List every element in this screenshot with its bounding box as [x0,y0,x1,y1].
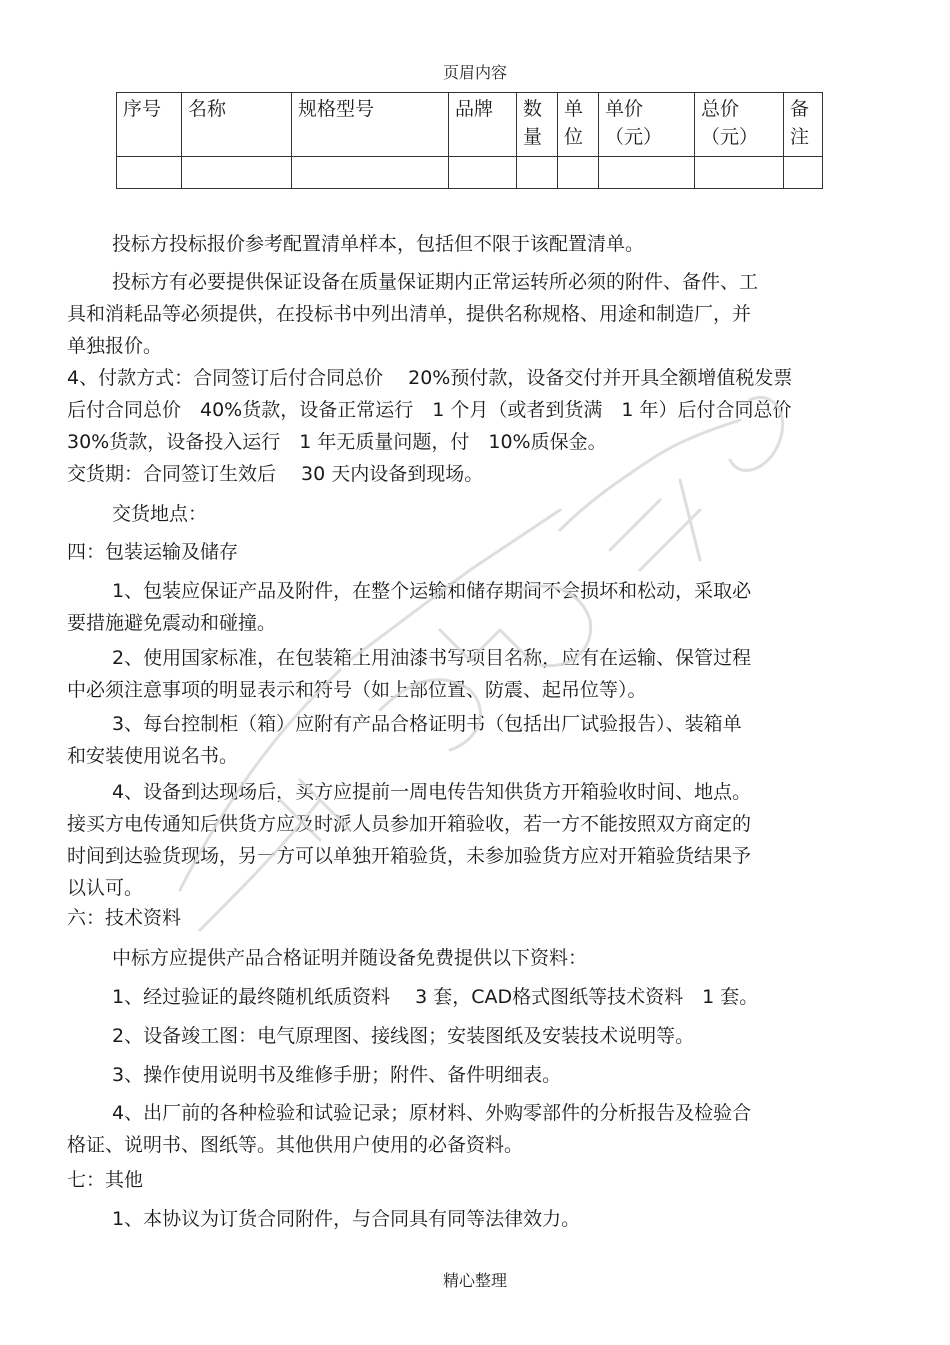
table-cell [517,157,558,189]
paragraph-tech-docs-2: 2、设备竣工图：电气原理图、接线图；安装图纸及安装技术说明等。 [112,1025,695,1047]
col-header-unit-price: 单价 （元） [599,93,695,157]
section-heading-other: 七：其他 [67,1169,144,1191]
paragraph-other-1: 1、本协议为订货合同附件，与合同具有同等法律效力。 [112,1208,581,1230]
paragraph-tech-docs-3: 3、操作使用说明书及维修手册；附件、备件明细表。 [112,1064,562,1086]
col-header-spec: 规格型号 [292,93,449,157]
paragraph-packaging-1: 1、包装应保证产品及附件，在整个运输和储存期间不会损坏和松动，采取必 要措施避免震动和碰撞。 [67,580,752,634]
table-cell [449,157,517,189]
section-heading-packaging: 四：包装运输及储存 [67,541,239,563]
paragraph-tech-docs-4: 4、出厂前的各种检验和试验记录；原材料、外购零部件的分析报告及检验合 格证、说明书、图纸等。其他供用户使用的必备资料。 [67,1102,752,1156]
table-header-row [117,93,823,157]
table-cell [117,157,182,189]
table-cell [182,157,292,189]
table-cell [558,157,599,189]
paragraph-bid-config: 投标方投标报价参考配置清单样本，包括但不限于该配置清单。 [112,233,645,255]
paragraph-tech-docs-1: 1、经过验证的最终随机纸质资料 3 套，CAD格式图纸等技术资料 1 套。 [112,986,759,1008]
paragraph-delivery-location: 交货地点： [112,503,208,525]
page-footer: 精心整理 [442,1271,507,1290]
col-header-unit: 单 位 [558,93,599,157]
paragraph-packaging-3: 3、每台控制柜（箱）应附有产品合格证明书（包括出厂试验报告）、装箱单 和安装使用说名书。 [67,713,742,767]
col-header-index: 序号 [117,93,182,157]
section-heading-technical-docs: 六：技术资料 [67,907,182,929]
col-header-name: 名称 [182,93,292,157]
paragraph-delivery-period: 交货期：合同签订生效后 30 天内设备到现场。 [67,463,484,485]
paragraph-packaging-4: 4、设备到达现场后，买方应提前一周电传告知供货方开箱验收时间、地点。 接买方电传通知后供货方应及时派人员参加开箱验收，若一方不能按照双方商定的 时间到达验货现场，另一方可以单独开箱验货，未参加验货方应对开箱验货结果予 以认可。 [67,781,752,899]
paragraph-tech-docs-intro: 中标方应提供产品合格证明并随设备免费提供以下资料： [112,947,588,969]
config-table [116,92,823,189]
paragraph-packaging-2: 2、使用国家标准，在包装箱上用油漆书写项目名称，应有在运输、保管过程 中必须注意事项的明显表示和符号（如上部位置、防震、起吊位等）。 [67,647,752,701]
table-cell [599,157,695,189]
table-cell [292,157,449,189]
col-header-remark: 备 注 [784,93,823,157]
table-cell [695,157,784,189]
paragraph-payment-terms: 4、付款方式：合同签订后付合同总价 20%预付款，设备交付并开具全额增值税发票 后付合同总价 40%货款，设备正常运行 1 个月（或者到货满 1 年）后付合同总价 30%货款，设备投入运行 1 年无质量问题，付 10%质保金。 [67,367,793,453]
col-header-total-price: 总价 （元） [695,93,784,157]
table-cell [784,157,823,189]
page-header: 页眉内容 [442,63,507,82]
col-header-qty: 数 量 [517,93,558,157]
table-row [117,157,823,189]
paragraph-accessories: 投标方有必要提供保证设备在质量保证期内正常运转所必须的附件、备件、工 具和消耗品等必须提供，在投标书中列出清单，提供名称规格、用途和制造厂，并 单独报价。 [67,271,759,357]
col-header-brand: 品牌 [449,93,517,157]
